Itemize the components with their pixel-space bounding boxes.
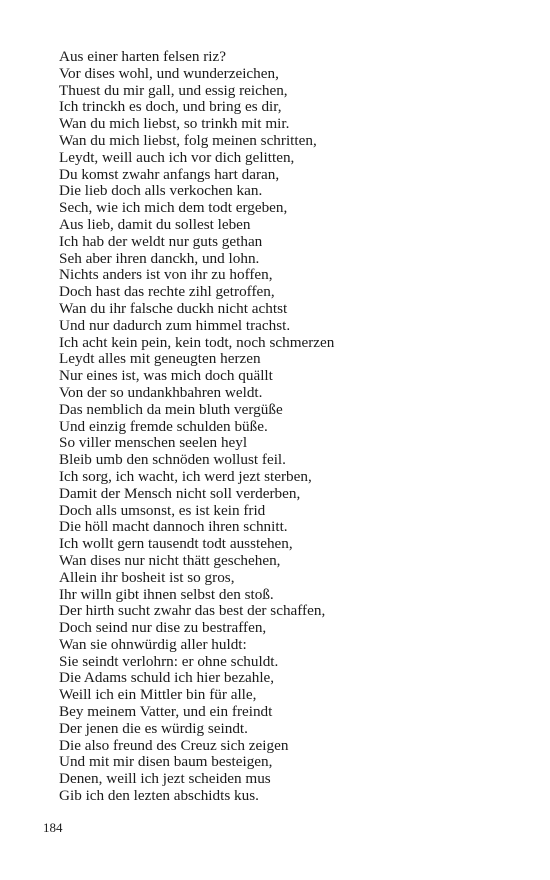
- poem-line: Damit der Mensch nicht soll verderben,: [59, 484, 301, 502]
- poem-line: Wan du ihr falsche duckh nicht achtst: [59, 299, 288, 317]
- poem-line: Gib ich den lezten abschidts kus.: [59, 787, 259, 805]
- poem-line: Ich trinckh es doch, und bring es dir,: [59, 98, 282, 116]
- poem-line: Doch hast das rechte zihl getroffen,: [59, 283, 275, 301]
- poem-line: Ich wollt gern tausendt todt ausstehen,: [59, 535, 293, 553]
- poem-line: Ihr willn gibt ihnen selbst den stoß.: [59, 585, 274, 603]
- poem-line: Aus lieb, damit du sollest leben: [59, 215, 251, 233]
- poem-line: Bleib umb den schnöden wollust feil.: [59, 451, 286, 469]
- poem-line: Sech, wie ich mich dem todt ergeben,: [59, 199, 288, 217]
- poem-line: Seh aber ihren danckh, und lohn.: [59, 249, 260, 267]
- poem-line: Und nur dadurch zum himmel trachst.: [59, 316, 291, 334]
- poem-line: Sie seindt verlohrn: er ohne schuldt.: [59, 652, 279, 670]
- poem-line: Die höll macht dannoch ihren schnitt.: [59, 518, 288, 536]
- poem-line: Wan sie ohnwürdig aller huldt:: [59, 635, 247, 653]
- poem-line: Denen, weill ich jezt scheiden mus: [59, 770, 271, 788]
- poem-line: Bey meinem Vatter, und ein freindt: [59, 703, 273, 721]
- poem-line: Ich hab der weldt nur guts gethan: [59, 232, 263, 250]
- poem-line: Von der so undankhbahren weldt.: [59, 383, 263, 401]
- poem-line: Doch alls umsonst, es ist kein frid: [59, 501, 266, 519]
- poem-line: Die also freund des Creuz sich zeigen: [59, 736, 289, 754]
- poem-line: Doch seind nur dise zu bestraffen,: [59, 619, 267, 637]
- poem-line: Thuest du mir gall, und essig reichen,: [59, 81, 288, 99]
- poem-line: Der jenen die es würdig seindt.: [59, 719, 248, 737]
- poem-line: Wan du mich liebst, so trinkh mit mir.: [59, 115, 290, 133]
- poem-line: Ich acht kein pein, kein todt, noch schmerzen: [59, 333, 335, 351]
- poem-line: Nur eines ist, was mich doch quällt: [59, 367, 273, 385]
- poem-line: So viller menschen seelen heyl: [59, 434, 248, 452]
- poem-line: Die lieb doch alls verkochen kan.: [59, 182, 263, 200]
- poem-line: Ich sorg, ich wacht, ich werd jezt sterben,: [59, 467, 312, 485]
- poem-line: Der hirth sucht zwahr das best der schaffen,: [59, 602, 326, 620]
- poem-line: Nichts anders ist von ihr zu hoffen,: [59, 266, 273, 284]
- poem-line: Das nemblich da mein bluth vergüße: [59, 400, 283, 418]
- poem-line: Und mit mir disen baum besteigen,: [59, 753, 273, 771]
- poem-line: Weill ich ein Mittler bin für alle,: [59, 686, 257, 704]
- poem-line: Die Adams schuld ich hier bezahle,: [59, 669, 275, 687]
- poem-line: Wan dises nur nicht thätt geschehen,: [59, 551, 281, 569]
- poem-line: Vor dises wohl, und wunderzeichen,: [59, 64, 279, 82]
- page-number: 184: [43, 820, 63, 835]
- poem-line: Aus einer harten felsen riz?: [59, 48, 226, 65]
- poem-line: Leydt, weill auch ich vor dich gelitten,: [59, 148, 295, 166]
- poem-line: Allein ihr bosheit ist so gros,: [59, 568, 235, 586]
- poem-line: Wan du mich liebst, folg meinen schritten,: [59, 131, 317, 149]
- poem-line: Und einzig fremde schulden büße.: [59, 417, 268, 435]
- poem-text: [59, 49, 539, 805]
- poem-line: Leydt alles mit geneugten herzen: [59, 350, 261, 368]
- poem-line: Du komst zwahr anfangs hart daran,: [59, 165, 280, 183]
